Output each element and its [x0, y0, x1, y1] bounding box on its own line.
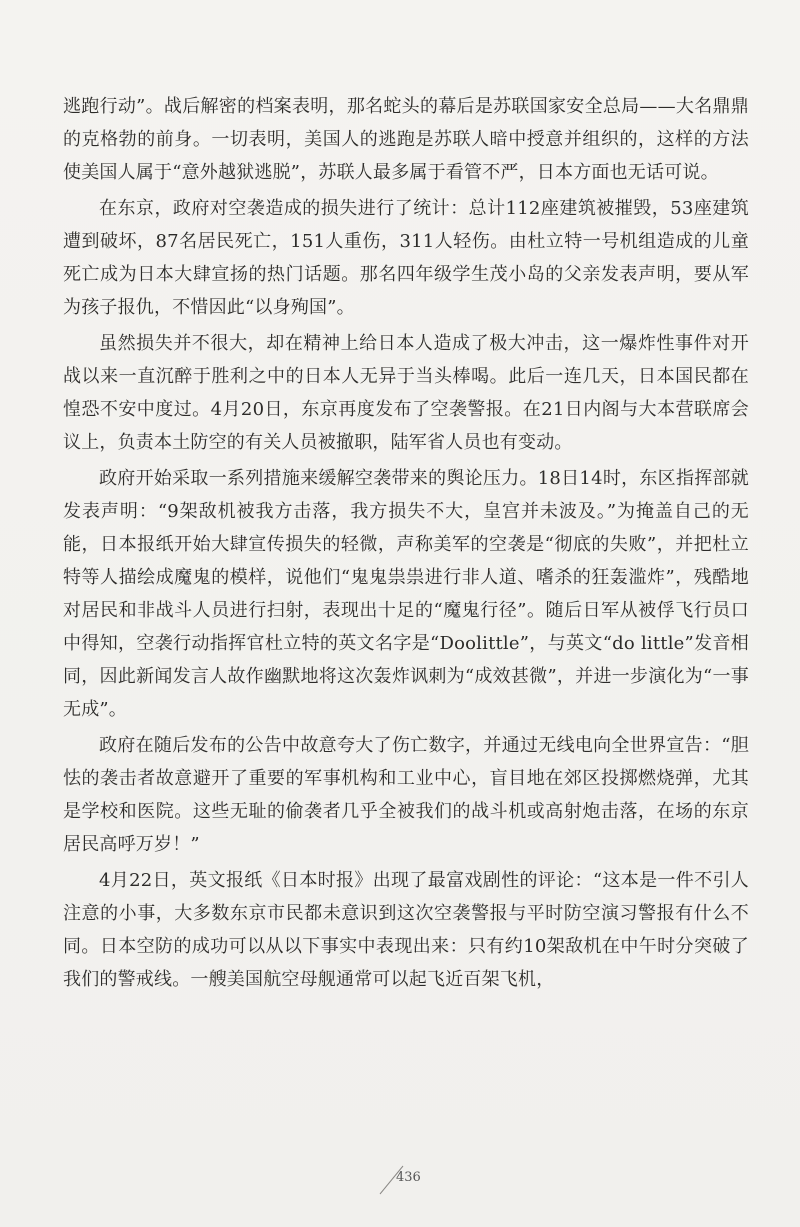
- page-footer: [370, 1158, 450, 1198]
- paragraph-6: 4月22日，英文报纸《日本时报》出现了最富戏剧性的评论：“这本是一件不引人注意的小事，大多数东京市民都未意识到这次空袭警报与平时防空演习警报有什么不同。日本空防的成功可以从以下事实中表现出来：只有约10架敌机在中午时分突破了我们的警戒线。一艘美国航空母舰通常可以起飞近百架飞机，: [63, 870, 749, 990]
- paragraph-5: 政府在随后发布的公告中故意夸大了伤亡数字，并通过无线电向全世界宣告：“胆怯的袭击者故意避开了重要的军事机构和工业中心，盲目地在郊区投掷燃烧弹，尤其是学校和医院。这些无耻的偷袭者几乎全被我们的战斗机或高射炮击落，在场的东京居民高呼万岁！”: [63, 735, 749, 855]
- page-number: 436: [396, 1170, 421, 1185]
- paragraph-1: 逃跑行动”。战后解密的档案表明，那名蛇头的幕后是苏联国家安全总局——大名鼎鼎的克格勃的前身。一切表明，美国人的逃跑是苏联人暗中授意并组织的，这样的方法使美国人属于“意外越狱逃脱”，苏联人最多属于看管不严，日本方面也无话可说。: [63, 96, 749, 183]
- paragraph-4: 政府开始采取一系列措施来缓解空袭带来的舆论压力。18日14时，东区指挥部就发表声明：“9架敌机被我方击落，我方损失不大，皇宫并未波及。”为掩盖自己的无能，日本报纸开始大肆宣传损失的轻微，声称美军的空袭是“彻底的失败”，并把杜立特等人描绘成魔鬼的模样，说他们“鬼鬼祟祟进行非人道、嗜杀的狂轰滥炸”，残酷地对居民和非战斗人员进行扫射，表现出十足的“魔鬼行径”。随后日军从被俘飞行员口中得知，空袭行动指挥官杜立特的英文名字是“Doolittle”，与英文“do little”发音相同，因此新闻发言人故作幽默地将这次轰炸讽刺为“成效甚微”，并进一步演化为“一事无成”。: [63, 468, 749, 720]
- paragraph-2: 在东京，政府对空袭造成的损失进行了统计：总计112座建筑被摧毁，53座建筑遭到破坏，87名居民死亡，151人重伤，311人轻伤。由杜立特一号机组造成的儿童死亡成为日本大肆宣扬的热门话题。那名四年级学生茂小岛的父亲发表声明，要从军为孩子报仇，不惜因此“以身殉国”。: [63, 198, 749, 318]
- paragraph-3: 虽然损失并不很大，却在精神上给日本人造成了极大冲击，这一爆炸性事件对开战以来一直沉醉于胜利之中的日本人无异于当头棒喝。此后一连几天，日本国民都在惶恐不安中度过。4月20日，东京再度发布了空袭警报。在21日内阁与大本营联席会议上，负责本土防空的有关人员被撤职，陆军省人员也有变动。: [63, 333, 749, 453]
- body-text: [63, 90, 749, 999]
